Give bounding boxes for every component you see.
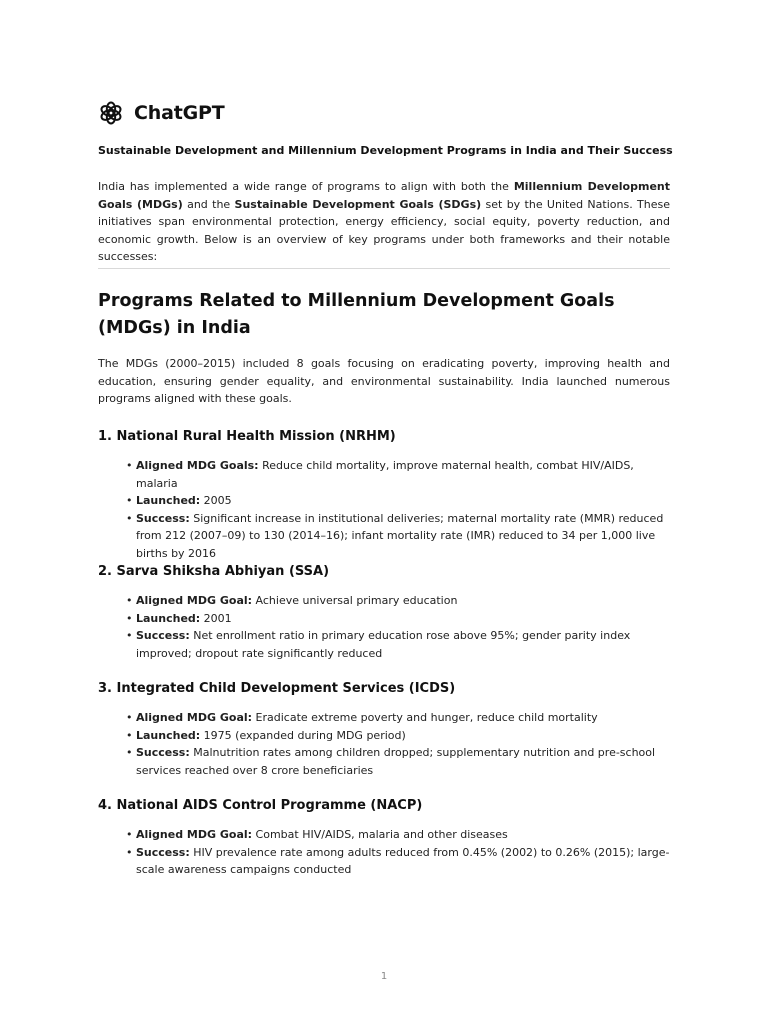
intro-text-3: set by the United Nations. These initiatives span environmental protection, energy efficiency, social equity, poverty reduction, and economic growth. Below is an overview of key programs under both frameworks and their notable successes: [98, 197, 671, 263]
program-title: 2. Sarva Shiksha Abhiyan (SSA) [98, 564, 330, 579]
program-details-list [98, 709, 670, 779]
intro-mdg-term: Millennium Development Goals (MDGs) [98, 180, 670, 211]
bullet: • [126, 611, 133, 625]
item-text: 2001 [200, 611, 232, 625]
item-label: Launched: [136, 728, 201, 742]
brand-header [98, 100, 224, 126]
openai-logo-icon [98, 100, 124, 126]
list-item [98, 592, 670, 610]
list-item [98, 610, 670, 628]
list-item [98, 492, 670, 510]
item-text: Malnutrition rates among children dropped; supplementary nutrition and pre-school services reached over 8 crore beneficiaries [136, 746, 656, 777]
item-text: Combat HIV/AIDS, malaria and other diseases [252, 828, 508, 841]
item-label: Aligned MDG Goal: [136, 594, 253, 607]
brand-name: ChatGPT [134, 102, 225, 124]
program-details-list [98, 457, 670, 562]
program-title: 1. National Rural Health Mission (NRHM) [98, 429, 396, 444]
bullet: • [126, 511, 133, 525]
bullet: • [126, 629, 133, 642]
list-item [98, 627, 670, 662]
item-text: Net enrollment ratio in primary education rose above 95%; gender parity index improved; dropout rate significantly reduced [136, 629, 631, 660]
item-label: Aligned MDG Goal: [136, 711, 253, 724]
bullet: • [126, 845, 133, 859]
list-item [98, 727, 670, 745]
section-description: The MDGs (2000–2015) included 8 goals focusing on eradicating poverty, improving health and education, ensuring gender equality, and environmental sustainability. India launched numerous programs aligned with these goals. [98, 357, 670, 405]
program-title: 4. National AIDS Control Programme (NACP) [98, 798, 423, 813]
item-label: Success: [136, 746, 190, 759]
item-text: Achieve universal primary education [252, 594, 458, 607]
item-text: HIV prevalence rate among adults reduced from 0.45% (2002) to 0.26% (2015); large-scale awareness campaigns conducted [136, 845, 670, 876]
item-label: Launched: [136, 611, 201, 625]
item-text: Reduce child mortality, improve maternal health, combat HIV/AIDS, malaria [136, 459, 634, 490]
bullet: • [126, 594, 133, 607]
item-label: Aligned MDG Goals: [136, 459, 259, 472]
program-section [98, 429, 670, 562]
item-label: Launched: [136, 494, 201, 507]
list-item [98, 844, 670, 879]
program-details-list [98, 826, 670, 879]
program-section [98, 681, 670, 779]
item-label: Success: [136, 845, 190, 859]
bullet: • [126, 459, 133, 472]
list-item [98, 826, 670, 844]
program-details-list [98, 592, 670, 662]
list-item [98, 510, 670, 563]
section-divider [98, 268, 670, 269]
document-title: Sustainable Development and Millennium Development Programs in India and Their Success [98, 144, 673, 157]
bullet: • [126, 494, 133, 507]
item-text: Significant increase in institutional deliveries; maternal mortality rate (MMR) reduced from 212 (2007–09) to 130 (2014–16); infant mortality rate (IMR) reduced to 34 per 1,000 live births by 2016 [136, 511, 664, 560]
item-label: Success: [136, 629, 190, 642]
bullet: • [126, 828, 133, 841]
bullet: • [126, 728, 133, 742]
item-text: 2005 [200, 494, 232, 507]
list-item [98, 744, 670, 779]
section-heading: Programs Related to Millennium Development Goals (MDGs) in India [98, 291, 615, 338]
program-title: 3. Integrated Child Development Services (ICDS) [98, 681, 456, 696]
page-number: 1 [380, 971, 388, 982]
item-label: Aligned MDG Goal: [136, 828, 253, 841]
intro-paragraph [98, 178, 670, 266]
item-text: 1975 (expanded during MDG period) [200, 728, 406, 742]
intro-sdg-term: Sustainable Development Goals (SDGs) [234, 197, 482, 211]
program-section [98, 564, 670, 662]
bullet: • [126, 746, 133, 759]
list-item [98, 709, 670, 727]
list-item [98, 457, 670, 492]
bullet: • [126, 711, 133, 724]
item-text: Eradicate extreme poverty and hunger, reduce child mortality [252, 711, 598, 724]
item-label: Success: [136, 511, 190, 525]
intro-text-2: and the [182, 197, 235, 211]
program-section [98, 798, 670, 879]
intro-text-1: India has implemented a wide range of programs to align with both the [98, 180, 514, 193]
